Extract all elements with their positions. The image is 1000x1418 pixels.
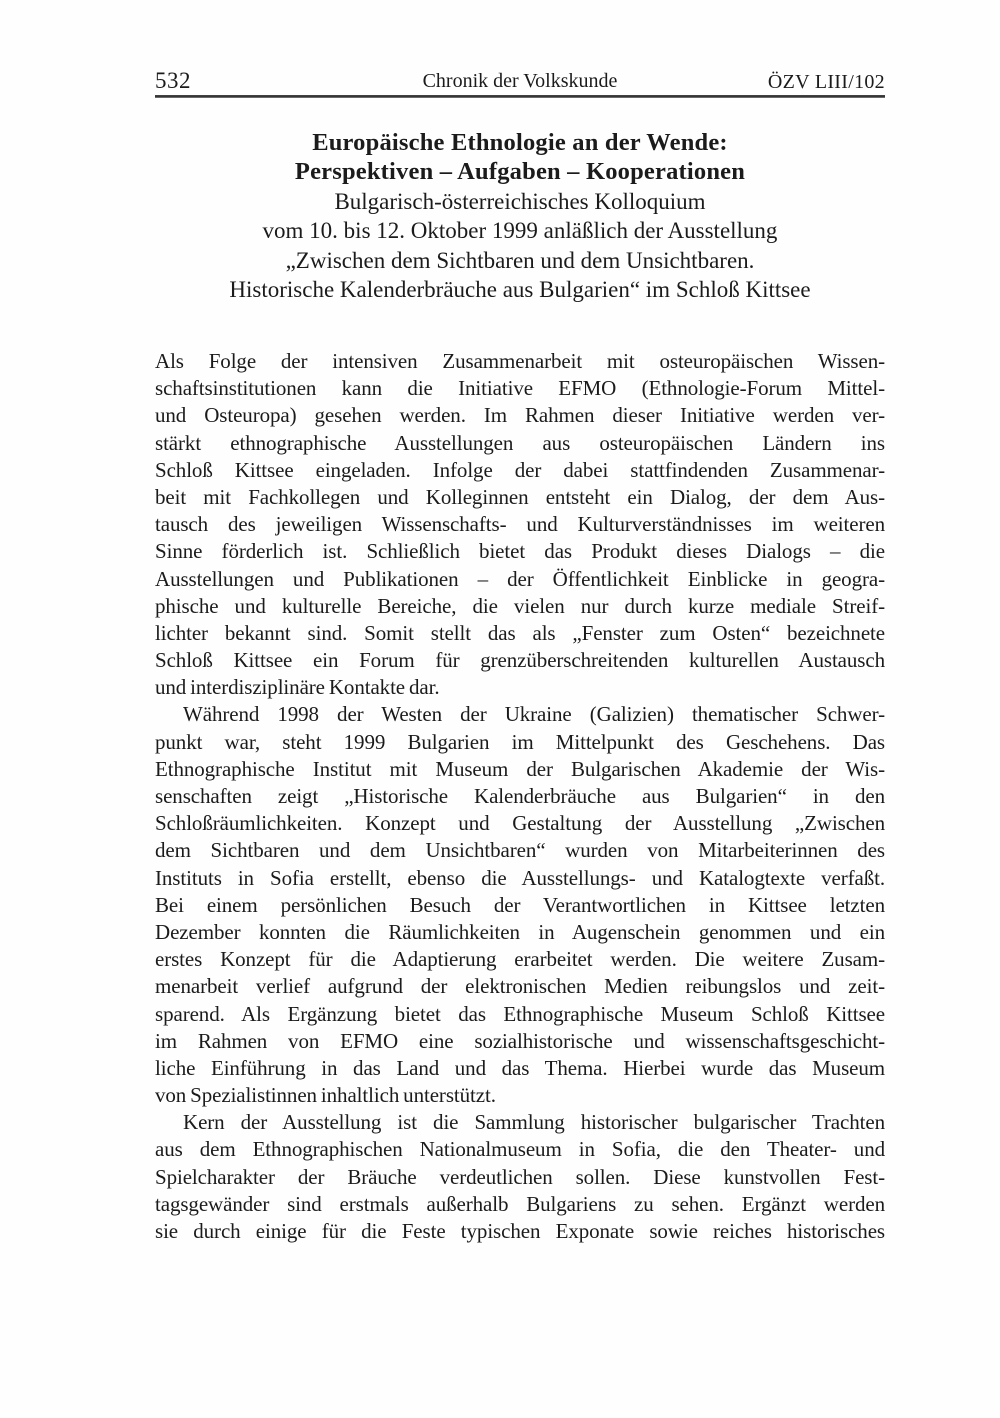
text-line: Während 1998 der Westen der Ukraine (Galizien) thematischer Schwer- <box>183 702 885 727</box>
text-line: Schloßräumlichkeiten. Konzept und Gestaltung der Ausstellung „Zwischen <box>155 811 885 836</box>
article-title-line: Perspektiven – Aufgaben – Kooperationen <box>294 158 746 186</box>
text-line: sparend. Als Ergänzung bietet das Ethnographische Museum Schloß Kittsee <box>155 1001 885 1026</box>
text-line: Kern der Ausstellung ist die Sammlung historischer bulgarischer Trachten <box>183 1110 885 1135</box>
text-line: Ausstellungen und Publikationen – der Öffentlichkeit Einblicke in geogra- <box>155 566 885 591</box>
text-line: schaftsinstitutionen kann die Initiative EFMO (Ethnologie-Forum Mittel- <box>155 376 885 401</box>
text-line: Dezember konnten die Räumlichkeiten in Augenschein genommen und ein <box>155 919 885 944</box>
text-line: Spielcharakter der Bräuche verdeutlichen sollen. Diese kunstvollen Fest- <box>155 1164 885 1189</box>
running-header <box>155 68 885 94</box>
header-rule <box>155 95 885 98</box>
text-line: Schloß Kittsee eingeladen. Infolge der dabei stattfindenden Zusammenar- <box>155 457 885 482</box>
article-subtitle-line: Bulgarisch-österreichisches Kolloquium <box>334 188 706 214</box>
text-line: Schloß Kittsee ein Forum für grenzüberschreitenden kulturellen Austausch <box>155 648 885 673</box>
running-title: Chronik der Volkskunde <box>422 70 618 92</box>
text-line: und interdisziplinäre Kontakte dar. <box>155 675 440 700</box>
text-line: tausch des jeweiligen Wissenschafts- und Kulturverständnisses im weiteren <box>155 512 885 537</box>
journal-issue-label: ÖZV LIII/102 <box>767 71 885 93</box>
text-line: tagsgewänder sind erstmals außerhalb Bulgariens zu sehen. Ergänzt werden <box>155 1191 885 1216</box>
text-line: menarbeit verlief aufgrund der elektronischen Medien reibungslos und zeit- <box>155 974 885 999</box>
text-line: Sinne förderlich ist. Schließlich bietet das Produkt dieses Dialogs – die <box>155 539 885 564</box>
text-line: lichter bekannt sind. Somit stellt das als „Fenster zum Osten“ bezeichnete <box>155 620 885 645</box>
article-title-block <box>155 128 885 304</box>
text-line: aus dem Ethnographischen Nationalmuseum in Sofia, die den Theater- und <box>155 1137 885 1162</box>
text-line: stärkt ethnographische Ausstellungen aus osteuropäischen Ländern ins <box>155 430 885 455</box>
text-line: sie durch einige für die Feste typischen Exponate sowie reiches historisches <box>155 1219 885 1243</box>
text-line: phische und kulturelle Bereiche, die vielen nur durch kurze mediale Streif- <box>155 593 885 618</box>
text-line: beit mit Fachkollegen und Kolleginnen entsteht ein Dialog, der dem Aus- <box>155 484 885 509</box>
paragraph <box>155 701 885 1109</box>
text-line: erstes Konzept für die Adaptierung erarbeitet werden. Die weitere Zusam- <box>155 947 885 972</box>
text-line: im Rahmen von EFMO eine sozialhistorische und wissenschaftsgeschicht- <box>155 1028 885 1053</box>
article-subtitle-line: „Zwischen dem Sichtbaren und dem Unsichtbaren. <box>285 247 755 273</box>
article-subtitle-line: Historische Kalenderbräuche aus Bulgarien“ im Schloß Kittsee <box>229 277 811 303</box>
text-line: Als Folge der intensiven Zusammenarbeit mit osteuropäischen Wissen- <box>155 349 885 373</box>
text-line: Ethnographische Institut mit Museum der Bulgarischen Akademie der Wis- <box>155 756 885 781</box>
paragraph <box>155 348 885 701</box>
text-line: von Spezialistinnen inhaltlich unterstützt. <box>155 1083 496 1108</box>
text-line: dem Sichtbaren und dem Unsichtbaren“ wurden von Mitarbeiterinnen des <box>155 838 885 863</box>
text-line: liche Einführung in das Land und das Thema. Hierbei wurde das Museum <box>155 1055 885 1080</box>
text-line: punkt war, steht 1999 Bulgarien im Mittelpunkt des Geschehens. Das <box>155 729 885 754</box>
article-body <box>155 348 885 1245</box>
page-number: 532 <box>155 68 191 93</box>
text-line: und Osteuropa) gesehen werden. Im Rahmen dieser Initiative werden ver- <box>155 403 885 428</box>
text-line: senschaften zeigt „Historische Kalenderbräuche aus Bulgarien“ in den <box>155 784 885 808</box>
article-subtitle-line: vom 10. bis 12. Oktober 1999 anläßlich der Ausstellung <box>262 218 778 244</box>
paragraph <box>155 1109 885 1245</box>
text-line: Instituts in Sofia erstellt, ebenso die Ausstellungs- und Katalogtexte verfaßt. <box>155 865 885 890</box>
article-title-line: Europäische Ethnologie an der Wende: <box>312 129 728 156</box>
text-line: Bei einem persönlichen Besuch der Verantwortlichen in Kittsee letzten <box>155 892 885 917</box>
